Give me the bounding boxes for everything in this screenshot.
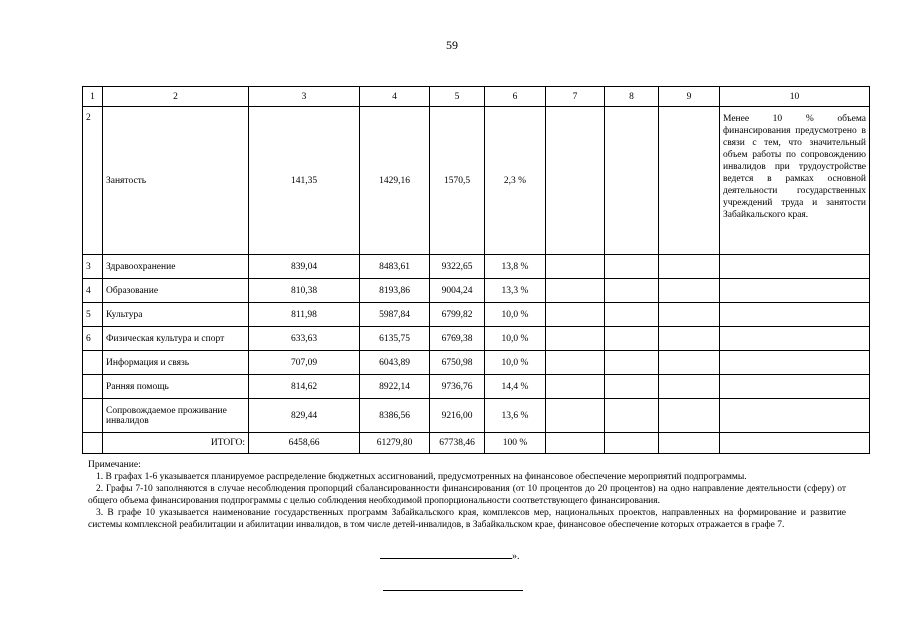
row-col5: 9736,76 [430, 375, 485, 399]
row-col3: 810,38 [249, 279, 360, 303]
row-col7 [546, 255, 605, 279]
table-row [83, 375, 870, 399]
col-header-9: 9 [659, 87, 720, 107]
row-number: 4 [83, 279, 103, 303]
row-col5: 6769,38 [430, 327, 485, 351]
row-col4: 8483,61 [360, 255, 430, 279]
row-col3: 141,35 [249, 107, 360, 255]
row-col8 [605, 351, 659, 375]
row-col8 [605, 399, 659, 433]
row-col5: 6750,98 [430, 351, 485, 375]
row-col3: 707,09 [249, 351, 360, 375]
row-name: Информация и связь [103, 351, 249, 375]
row-col10 [720, 399, 870, 433]
col-header-1: 1 [83, 87, 103, 107]
total-col9 [659, 433, 720, 454]
row-number: 3 [83, 255, 103, 279]
row-col4: 8922,14 [360, 375, 430, 399]
row-col9 [659, 303, 720, 327]
row-name: Занятость [103, 107, 249, 255]
row-name: Физическая культура и спорт [103, 327, 249, 351]
row-col4: 5987,84 [360, 303, 430, 327]
col-header-2: 2 [103, 87, 249, 107]
table-row [83, 327, 870, 351]
row-col10 [720, 303, 870, 327]
row-col3: 839,04 [249, 255, 360, 279]
row-col6: 13,8 % [485, 255, 546, 279]
row-col9 [659, 255, 720, 279]
table-row [83, 399, 870, 433]
row-col6: 10,0 % [485, 327, 546, 351]
closing-quote-mark: ». [512, 551, 520, 562]
row-col5: 9216,00 [430, 399, 485, 433]
total-col10 [720, 433, 870, 454]
row-col9 [659, 399, 720, 433]
page-number: 59 [446, 38, 458, 52]
col-header-5: 5 [430, 87, 485, 107]
row-col3: 829,44 [249, 399, 360, 433]
row-col3: 811,98 [249, 303, 360, 327]
total-label: ИТОГО: [103, 433, 249, 454]
row-col6: 14,4 % [485, 375, 546, 399]
col-header-4: 4 [360, 87, 430, 107]
table-row [83, 303, 870, 327]
table-row [83, 351, 870, 375]
table-header-row [83, 87, 870, 107]
table-row [83, 279, 870, 303]
row-col7 [546, 303, 605, 327]
row-number [83, 399, 103, 433]
row-col4: 8386,56 [360, 399, 430, 433]
row-col6: 10,0 % [485, 303, 546, 327]
row-col10: Менее 10 % объема финансирования предусмотрено в связи с тем, что значительный объем работы по сопровождению инвалидов при трудоустройстве ведется в рамках основной деятельности государственных учреждений труда и занятости Забайкальского края. [720, 107, 870, 255]
row-col4: 6135,75 [360, 327, 430, 351]
total-col7 [546, 433, 605, 454]
row-col8 [605, 107, 659, 255]
notes-title: Примечание: [88, 460, 141, 470]
row-name: Культура [103, 303, 249, 327]
row-col7 [546, 375, 605, 399]
row-col10 [720, 279, 870, 303]
row-col6: 2,3 % [485, 107, 546, 255]
row-col5: 9004,24 [430, 279, 485, 303]
row-col7 [546, 107, 605, 255]
col-header-8: 8 [605, 87, 659, 107]
row-col9 [659, 375, 720, 399]
total-col5: 67738,46 [430, 433, 485, 454]
col-header-7: 7 [546, 87, 605, 107]
row-col9 [659, 279, 720, 303]
row-col5: 6799,82 [430, 303, 485, 327]
row-col10 [720, 375, 870, 399]
row-col8 [605, 279, 659, 303]
total-col4: 61279,80 [360, 433, 430, 454]
row-col8 [605, 375, 659, 399]
row-col4: 6043,89 [360, 351, 430, 375]
row-name: Образование [103, 279, 249, 303]
total-col3: 6458,66 [249, 433, 360, 454]
row-name: Здравоохранение [103, 255, 249, 279]
row-col7 [546, 399, 605, 433]
row-col10 [720, 327, 870, 351]
notes-section [88, 459, 846, 531]
note-item-3: 3. В графе 10 указывается наименование государственных программ Забайкальского края, комплексов мер, национальных проектов, направленных на формирование и развитие системы комплексной реабилитации и абилитации инвалидов, в том числе детей-инвалидов, в Забайкальском крае, финансовое обеспечение которых отражается в графе 7. [88, 508, 846, 530]
row-number: 2 [83, 107, 103, 255]
table-row [83, 107, 870, 255]
row-col4: 8193,86 [360, 279, 430, 303]
row-col8 [605, 255, 659, 279]
row-col7 [546, 327, 605, 351]
col-header-3: 3 [249, 87, 360, 107]
closing-underline [380, 548, 512, 559]
row-col9 [659, 327, 720, 351]
row-col3: 633,63 [249, 327, 360, 351]
total-row [83, 433, 870, 454]
total-number-cell [83, 433, 103, 454]
financing-table [82, 86, 870, 454]
row-number [83, 351, 103, 375]
row-col5: 1570,5 [430, 107, 485, 255]
col-header-6: 6 [485, 87, 546, 107]
row-col8 [605, 327, 659, 351]
row-col6: 13,3 % [485, 279, 546, 303]
row-col7 [546, 279, 605, 303]
row-name: Сопровождаемое проживание инвалидов [103, 399, 249, 433]
total-col6: 100 % [485, 433, 546, 454]
row-col7 [546, 351, 605, 375]
row-col6: 10,0 % [485, 351, 546, 375]
row-col9 [659, 107, 720, 255]
row-col8 [605, 303, 659, 327]
row-name: Ранняя помощь [103, 375, 249, 399]
total-col8 [605, 433, 659, 454]
row-number: 6 [83, 327, 103, 351]
row-number: 5 [83, 303, 103, 327]
row-col3: 814,62 [249, 375, 360, 399]
row-col9 [659, 351, 720, 375]
row-col10 [720, 351, 870, 375]
row-col4: 1429,16 [360, 107, 430, 255]
row-col10 [720, 255, 870, 279]
note-item-1: 1. В графах 1-6 указывается планируемое распределение бюджетных ассигнований, предусмотренных на финансовое обеспечение мероприятий подпрограммы. [96, 472, 747, 482]
col-header-10: 10 [720, 87, 870, 107]
row-col5: 9322,65 [430, 255, 485, 279]
closing-line [380, 548, 520, 562]
note-item-2: 2. Графы 7-10 заполняются в случае несоблюдения пропорций сбалансированности финансирования (от 10 процентов до 20 процентов) на одно направление деятельности (сферу) от общего объема финансирования подпрограммы с целью соблюдения необходимой пропорциональности соответствующего финансирования. [88, 484, 846, 506]
row-col6: 13,6 % [485, 399, 546, 433]
row-number [83, 375, 103, 399]
table-row [83, 255, 870, 279]
separator-line [383, 590, 523, 591]
